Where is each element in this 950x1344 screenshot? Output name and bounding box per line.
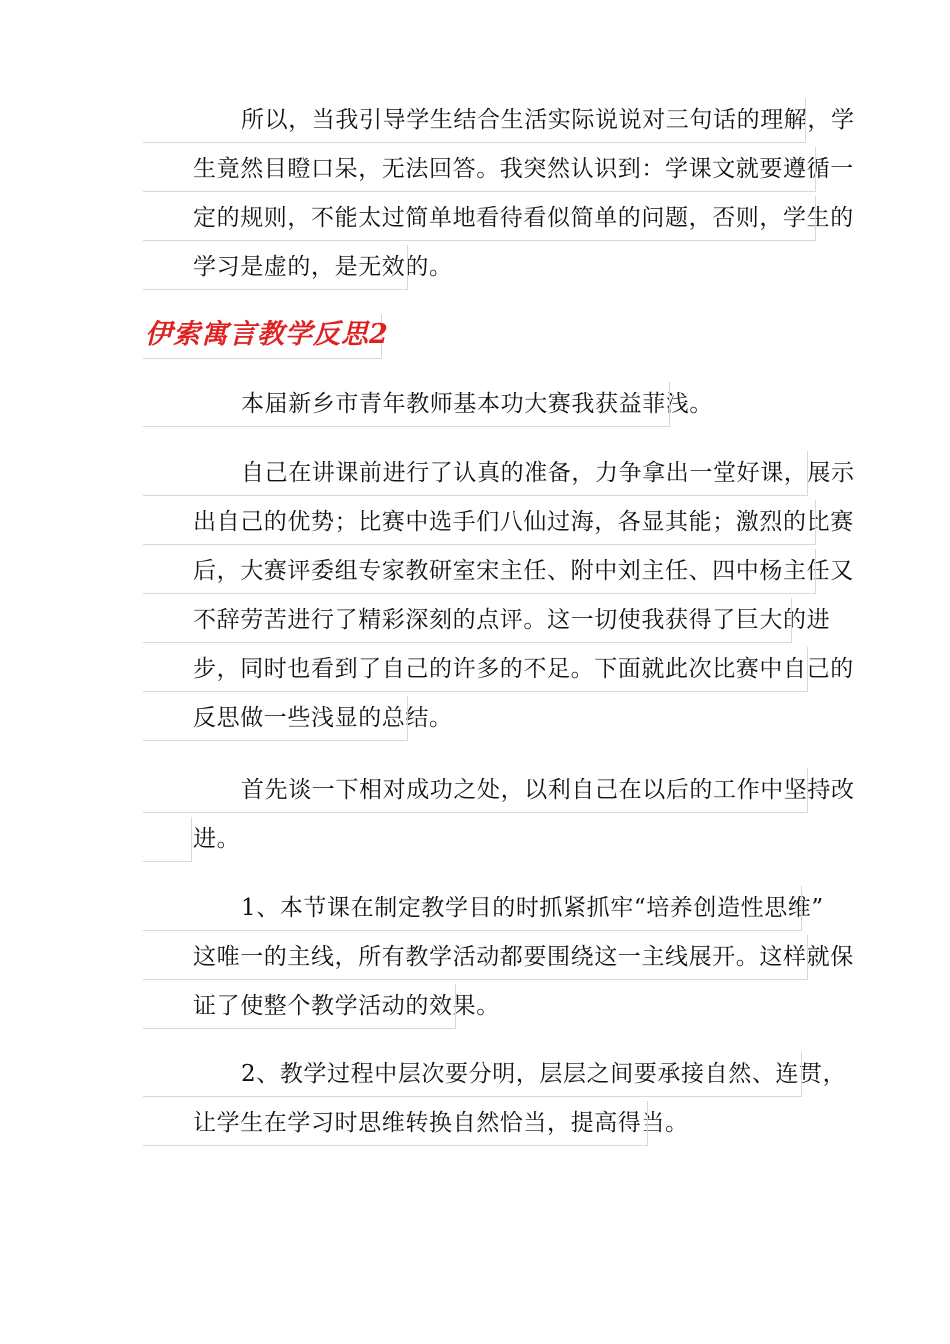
paragraph-4 (145, 766, 855, 864)
paragraph-6 (145, 1050, 847, 1148)
paragraph-3-line-4: 不辞劳苦进行了精彩深刻的点评。这一切使我获得了巨大的进 (145, 596, 815, 645)
paragraph-3-line-2: 出自己的优势；比赛中选手们八仙过海，各显其能；激烈的比赛 (145, 498, 815, 547)
paragraph-1-line-3: 定的规则，不能太过简单地看待看似简单的问题，否则，学生的 (145, 194, 815, 243)
paragraph-5 (145, 884, 854, 1031)
paragraph-2-line-1: 本届新乡市青年教师基本功大赛我获益菲浅。 (145, 380, 815, 429)
paragraph-2 (145, 380, 815, 429)
paragraph-3 (145, 449, 855, 743)
paragraph-1-line-1: 所以，当我引导学生结合生活实际说说对三句话的理解，学 (145, 96, 815, 145)
paragraph-5-line-1: 1、本节课在制定教学目的时抓紧抓牢“培养创造性思维” (145, 884, 815, 933)
paragraph-5-line-3: 证了使整个教学活动的效果。 (145, 982, 815, 1031)
paragraph-1 (145, 96, 855, 292)
paragraph-1-line-2: 生竟然目瞪口呆，无法回答。我突然认识到：学课文就要遵循一 (145, 145, 815, 194)
paragraph-4-line-2: 进。 (145, 815, 815, 864)
paragraph-4-line-1: 首先谈一下相对成功之处，以利自己在以后的工作中坚持改 (145, 766, 815, 815)
paragraph-3-line-3: 后，大赛评委组专家教研室宋主任、附中刘主任、四中杨主任又 (145, 547, 815, 596)
paragraph-3-line-5: 步，同时也看到了自己的许多的不足。下面就此次比赛中自己的 (145, 645, 815, 694)
section-heading: 伊索寓言教学反思2 (145, 319, 389, 350)
paragraph-6-line-1: 2、教学过程中层次要分明，层层之间要承接自然、连贯， (145, 1050, 815, 1099)
paragraph-5-line-2: 这唯一的主线，所有教学活动都要围绕这一主线展开。这样就保 (145, 933, 815, 982)
paragraph-3-line-1: 自己在讲课前进行了认真的准备，力争拿出一堂好课，展示 (145, 449, 815, 498)
paragraph-1-line-4: 学习是虚的，是无效的。 (145, 243, 815, 292)
paragraph-6-line-2: 让学生在学习时思维转换自然恰当，提高得当。 (145, 1099, 815, 1148)
paragraph-3-line-6: 反思做一些浅显的总结。 (145, 694, 815, 743)
